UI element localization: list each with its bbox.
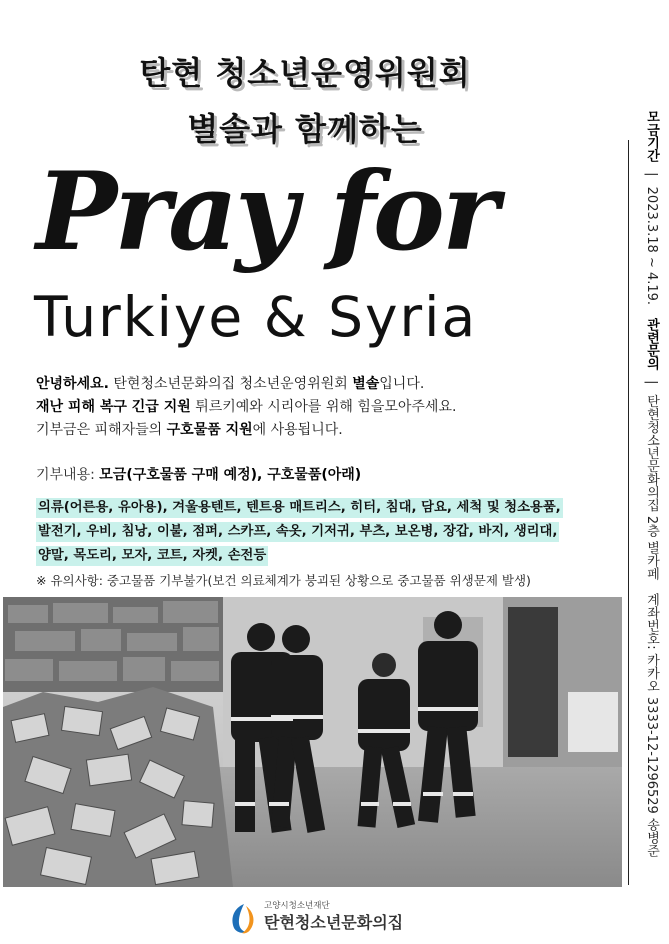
center-name: 탄현청소년문화의집 — [264, 913, 404, 932]
account-info: 계좌번호: 카카오 3333-12-1296529 송병준 — [644, 593, 659, 857]
notice-text: ※ 유의사항: 중고물품 기부불가(보건 의료체계가 붕괴된 상황으로 중고물품 위생문제 발생) — [36, 573, 531, 588]
photo-illustration — [3, 597, 622, 887]
period-label: 모금기간 — [644, 110, 659, 162]
intro-tail-3: 에 사용됩니다. — [252, 422, 343, 438]
foundation-name: 고양시청소년재단 — [264, 901, 330, 911]
intro-relief-support: 구호물품 지원 — [166, 422, 253, 438]
intro-line-2 — [36, 396, 596, 418]
relief-items-line: 의류(어른용, 유아용), 겨울용텐트, 텐트용 매트리스, 히터, 침대, 담요, 세척 및 청소용품, — [36, 498, 563, 518]
period-value: 2023.3.18 ~ 4.19. — [644, 186, 659, 306]
intro-line-1 — [36, 373, 596, 395]
relief-items-line: 양말, 목도리, 모자, 코트, 자켓, 손전등 — [36, 546, 268, 566]
headline-line-2: 별솔과 함께하는 — [187, 110, 423, 148]
contact-label: 관련문의 — [644, 318, 659, 371]
headline-line-1: 탄현 청소년운영위원회 — [139, 54, 471, 92]
center-logo-icon — [226, 900, 262, 936]
intro-text-1: 탄현청소년문화의집 청소년운영위원회 — [108, 376, 353, 392]
vertical-divider — [628, 140, 629, 885]
intro-text-2: 튀르키예와 시리아를 위해 힘을모아주세요. — [190, 399, 457, 415]
title-pray-for: Pray for — [36, 149, 496, 275]
intro-committee-name: 별솔 — [352, 376, 380, 392]
relief-items-line: 발전기, 우비, 침낭, 이불, 점퍼, 스카프, 속옷, 기저귀, 부츠, 보온병, 장갑, 바지, 생리대, — [36, 522, 559, 542]
title-country: Turkiye & Syria — [34, 285, 478, 349]
intro-text-3: 기부금은 피해자들의 — [36, 422, 167, 438]
intro-tail-1: 입니다. — [379, 376, 425, 392]
rescue-workers-photo — [3, 597, 622, 887]
donation-label: 기부내용: — [36, 467, 100, 483]
donation-info — [36, 464, 361, 486]
intro-greeting: 안녕하세요. — [36, 376, 109, 392]
contact-value: 탄현청소년문화의집 2층 별카페 — [644, 394, 659, 581]
donation-value: 모금(구호물품 구매 예정), 구호물품(아래) — [99, 467, 362, 483]
side-info: 모금기간 | 2023.3.18 ~ 4.19. 관련문의 | 탄현청소년문화의집 2층 별카페 계좌번호: 카카오 3333-12-1296529 송병준 — [644, 110, 659, 857]
intro-line-3 — [36, 419, 596, 441]
relief-items-list — [36, 496, 591, 568]
intro-emergency: 재난 피해 복구 긴급 지원 — [36, 399, 191, 415]
